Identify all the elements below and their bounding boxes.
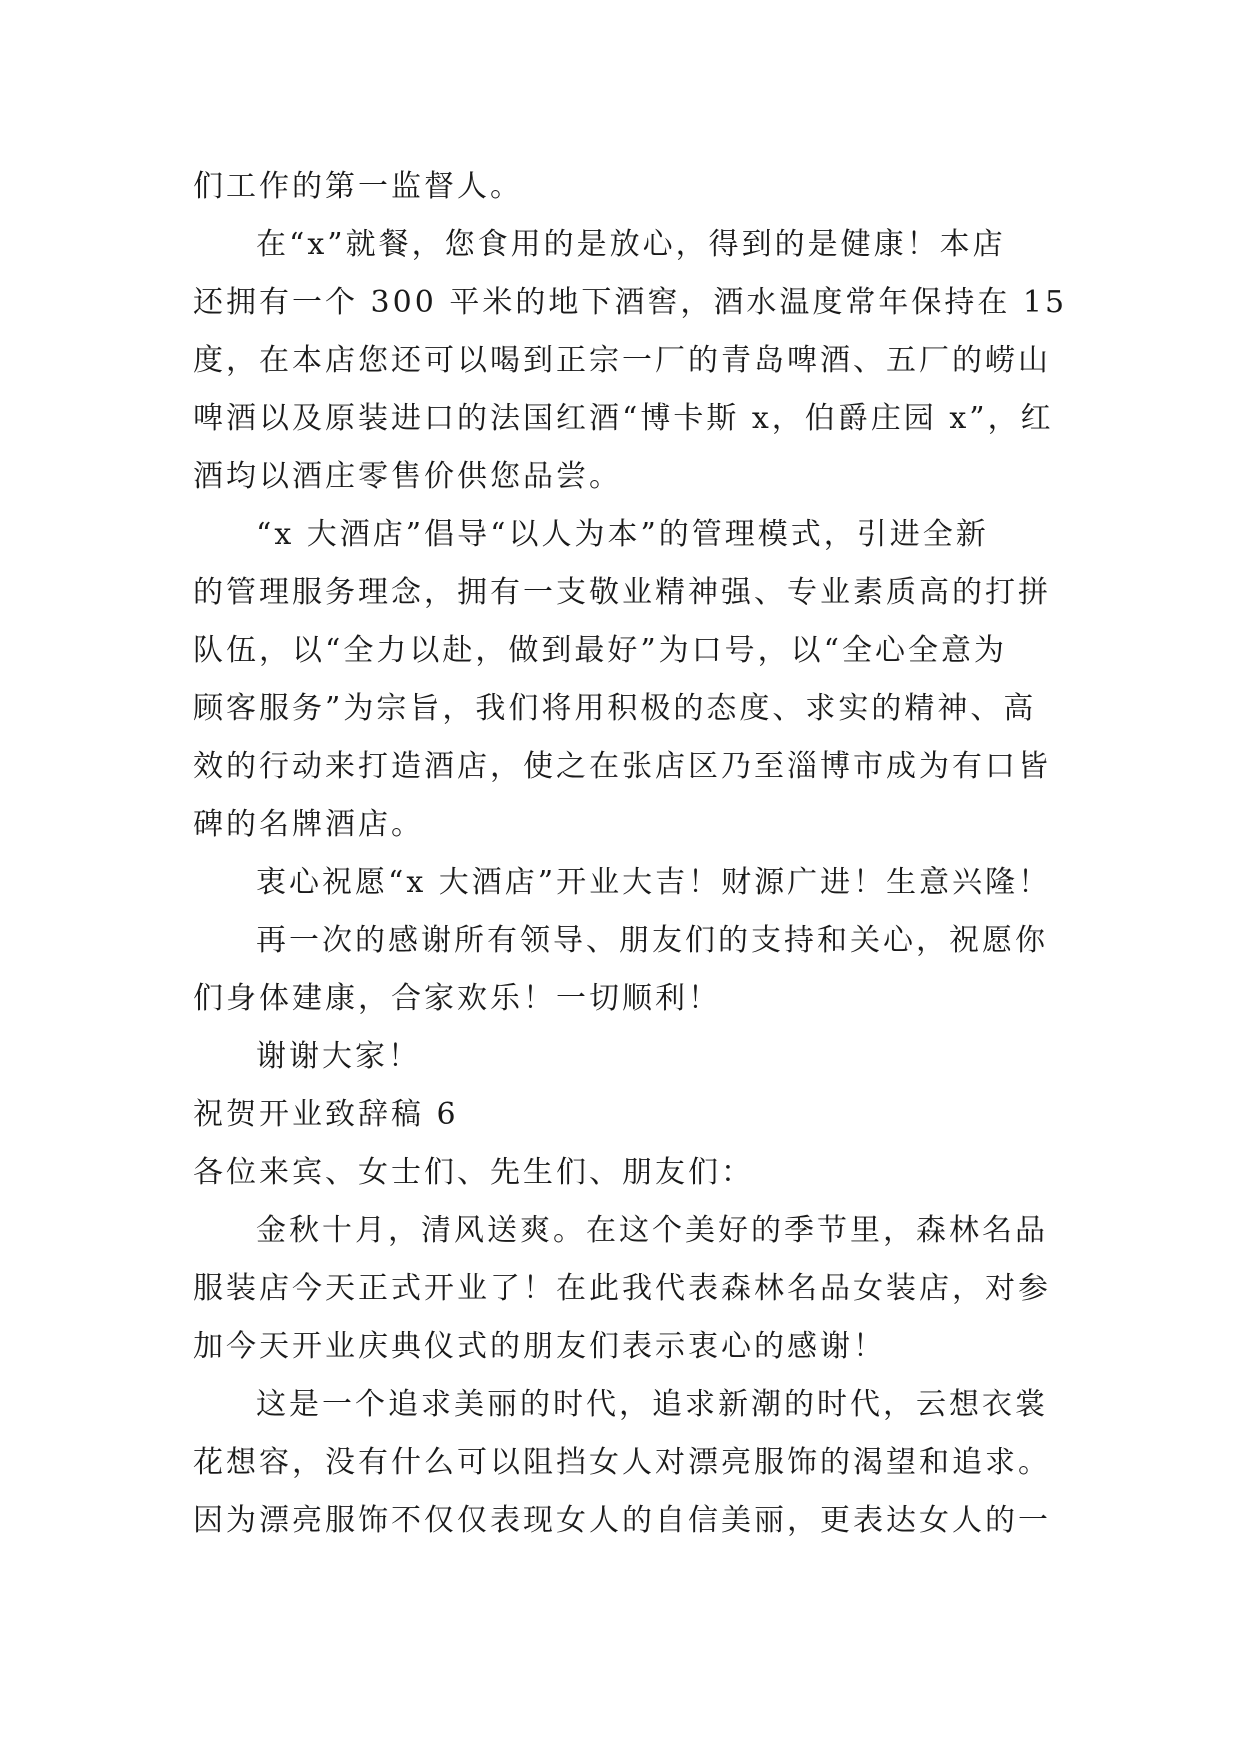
paragraph-start-line: 金秋十月，清风送爽。在这个美好的季节里，森林名品 [256,1213,1048,1248]
document-page [193,158,1068,1550]
text-line: 队伍，以“全力以赴，做到最好”为口号，以“全心全意为 [193,633,1008,668]
text-line: 们身体建康，合家欢乐！一切顺利！ [193,981,721,1016]
section-heading: 祝贺开业致辞稿 6 [193,1097,459,1132]
text-line: 度，在本店您还可以喝到正宗一厂的青岛啤酒、五厂的崂山 [193,343,1051,378]
salutation-line: 各位来宾、女士们、先生们、朋友们： [193,1155,754,1190]
paragraph-start-line: 谢谢大家！ [256,1039,421,1074]
text-line: 的管理服务理念，拥有一支敬业精神强、专业素质高的打拼 [193,575,1051,610]
text-line: 服装店今天正式开业了！在此我代表森林名品女装店，对参 [193,1271,1051,1306]
text-line: 还拥有一个 300 平米的地下酒窖，酒水温度常年保持在 15 [193,285,1068,320]
paragraph-start-line: 这是一个追求美丽的时代，追求新潮的时代，云想衣裳 [256,1387,1048,1422]
paragraph-start-line: 衷心祝愿“x 大酒店”开业大吉！财源广进！生意兴隆！ [256,865,1052,900]
text-line: 花想容，没有什么可以阻挡女人对漂亮服饰的渴望和追求。 [193,1445,1051,1480]
text-line: 顾客服务”为宗旨，我们将用积极的态度、求实的精神、高 [193,691,1037,726]
text-line: 因为漂亮服饰不仅仅表现女人的自信美丽，更表达女人的一 [193,1503,1051,1538]
text-line: 效的行动来打造酒店，使之在张店区乃至淄博市成为有口皆 [193,749,1051,784]
paragraph-start-line: 在“x”就餐，您食用的是放心，得到的是健康！本店 [256,227,1006,262]
text-line: 啤酒以及原装进口的法国红酒“博卡斯 x，伯爵庄园 x”，红 [193,401,1054,436]
text-line: 碑的名牌酒店。 [193,807,424,842]
text-line: 酒均以酒庄零售价供您品尝。 [193,459,622,494]
text-line: 们工作的第一监督人。 [193,169,523,204]
paragraph-start-line: 再一次的感谢所有领导、朋友们的支持和关心，祝愿你 [256,923,1048,958]
text-line: 加今天开业庆典仪式的朋友们表示衷心的感谢！ [193,1329,886,1364]
paragraph-start-line: “x 大酒店”倡导“以人为本”的管理模式，引进全新 [256,517,989,552]
